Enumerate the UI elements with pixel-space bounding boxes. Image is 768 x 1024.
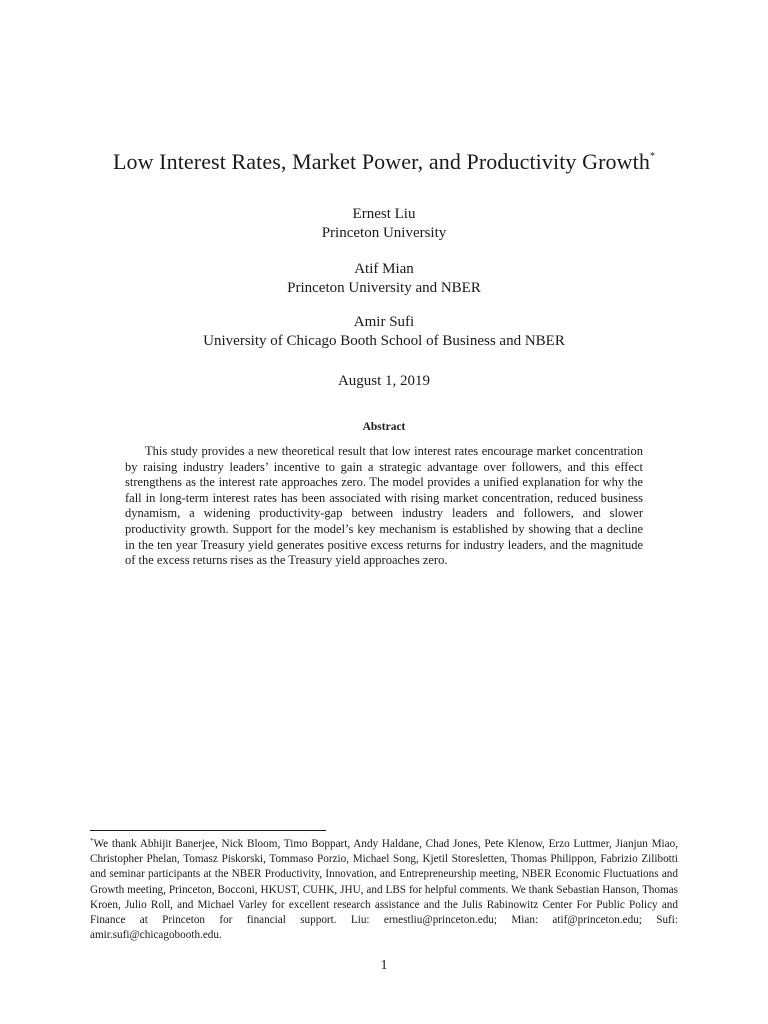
page-number: 1 [380, 958, 388, 973]
author-block-1 [0, 205, 768, 243]
author-affiliation: University of Chicago Booth School of Business and NBER [203, 333, 565, 349]
author-name: Ernest Liu [352, 206, 416, 222]
author-name: Atif Mian [354, 261, 414, 277]
author-affiliation: Princeton University [321, 225, 447, 241]
abstract-body: This study provides a new theoretical result that low interest rates encourage market concentration by raising industry leaders’ incentive to gain a strategic advantage over followers, and this effect strengthens as the interest rate approaches zero. The model provides a unified explanation for why the fall in long-term interest rates has been associated with rising market concentration, reduced business dynamism, a widening productivity-gap between industry leaders and followers, and slower productivity growth. Support for the model’s key mechanism is established by showing that a decline in the ten year Treasury yield generates positive excess returns for industry leaders, and the magnitude of the excess returns rises as the Treasury yield approaches zero. [125, 444, 643, 568]
author-block-3 [0, 313, 768, 351]
footnote [90, 834, 678, 943]
paper-title [0, 142, 768, 177]
title-text: Low Interest Rates, Market Power, and Productivity Growth [112, 149, 650, 174]
author-block-2 [0, 260, 768, 298]
title-footnote-marker: * [649, 151, 656, 162]
author-affiliation: Princeton University and NBER [287, 280, 481, 296]
paper-date: August 1, 2019 [337, 373, 431, 389]
author-name: Amir Sufi [353, 314, 415, 330]
footnote-marker: * [90, 837, 94, 845]
footnote-text: We thank Abhijit Banerjee, Nick Bloom, Timo Boppart, Andy Haldane, Chad Jones, Pete Klenow, Erzo Luttmer, Jianjun Miao, Christopher Phelan, Tomasz Piskorski, Tommaso Porzio, Michael Song, Kjetil Storesletten, Thomas Philippon, Fabrizio Zilibotti and seminar participants at the NBER Productivity, Innovation, and Entrepreneurship meeting, NBER Economic Fluctuations and Growth meeting, Princeton, Bocconi, HKUST, CUHK, JHU, and LBS for helpful comments. We thank Sebastian Hanson, Thomas Kroen, Julio Roll, and Michael Varley for excellent research assistance and the Julis Rabinowitz Center For Public Policy and Finance at Princeton for financial support. Liu: ernestliu@princeton.edu; Mian: atif@princeton.edu; Sufi: amir.sufi@chicagobooth.edu. [90, 838, 678, 942]
footnote-divider [90, 830, 326, 831]
abstract-heading: Abstract [362, 421, 406, 433]
